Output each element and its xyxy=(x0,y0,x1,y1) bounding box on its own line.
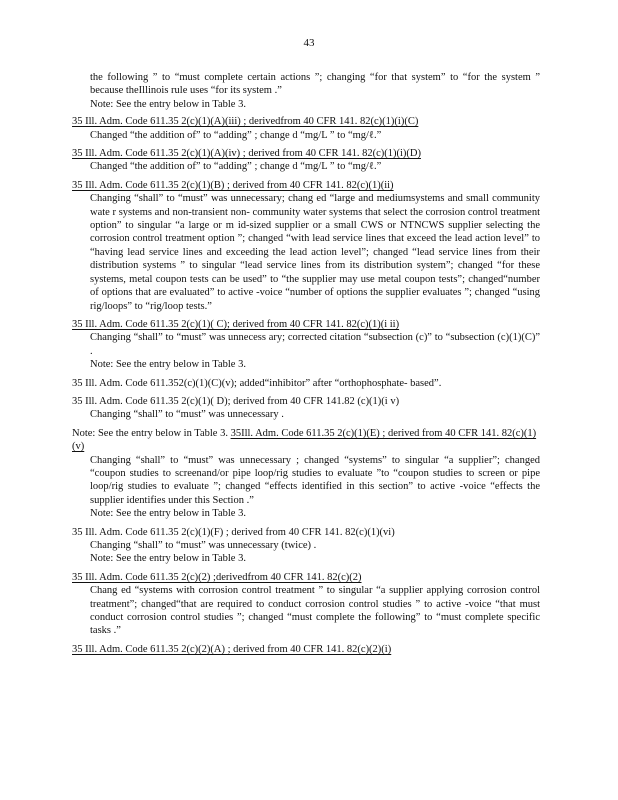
intro-block xyxy=(72,71,540,111)
entry-citation-plain: 35 Ill. Adm. Code 611.35 2(c)(1)(F) ; derived from 40 CFR 141. 82(c)(1)(vi) xyxy=(72,526,395,538)
entry-citation-plain: 35 Ill. Adm. Code 611.35 2(c)(1)( D); derived from 40 CFR 141.82 (c)(1)(i v) xyxy=(72,395,400,407)
intro-text: the following ” to “must complete certain actions ”; changing “for that system” to “for the system ” because theIllinois rule uses “for its system .” xyxy=(90,72,540,97)
entry-text: Changing “shall” to “must” was unnecessary; chang ed “large and mediumsystems and small community wate r systems and non-transient non- community water systems that select the corrosion control treatment option” to singular “a large or m id-sized supplier or a small CWS or NTNCWS supplier selecting the corrosion control treatment option ”; changed “with lead service lines that exceed the lead action level” to “having lead service lines and exceeding the lead action level”; changed “lead service lines from their distribution systems ” to singular “lead service lines from its distribution system”; changed “for these systems, metal coupon tests can be used” to “the supplier may use metal coupon tests”; changed“number of options that are evaluated” to active -voice “number of options the supplier evaluates ”; changed “using rig/loops” to “rig/loop tests.” xyxy=(90,193,540,312)
page-number: 43 xyxy=(303,37,315,49)
entry-note: Note: See the entry below in Table 3. xyxy=(90,553,246,565)
entry-citation: 35 Ill. Adm. Code 611.35 2(c)(1)(A)(iv) ; derived from 40 CFR 141. 82(c)(1)(i)(D) xyxy=(72,148,421,160)
entry-text: Changing “shall” to “must” was unnecessary (twice) . xyxy=(90,540,317,551)
entry-10 xyxy=(72,643,540,656)
entry-citation: 35 Ill. Adm. Code 611.35 2(c)(2) ;derivedfrom 40 CFR 141. 82(c)(2) xyxy=(72,571,362,583)
entry-8 xyxy=(72,526,540,566)
entry-text: Changing “shall” to “must” was unnecess ary; corrected citation “subsection (c)” to “subsection (c)(1)(C)” . xyxy=(90,332,540,357)
entry-3 xyxy=(72,179,540,313)
entry-citation: 35 Ill. Adm. Code 611.35 2(c)(1)( C); derived from 40 CFR 141. 82(c)(1)(i ii) xyxy=(72,318,400,330)
entry-text: Changed “the addition of” to “adding” ; change d “mg/L ” to “mg/ℓ.” xyxy=(90,161,382,173)
entry-citation-plain: 35 Ill. Adm. Code 611.352(c)(1)(C)(v); added“inhibitor” after “orthophosphate- based”. xyxy=(72,377,442,389)
entry-note: Note: See the entry below in Table 3. xyxy=(90,508,246,520)
entry-citation: 35Ill. Adm. Code 611.35 2(c)(1)(E) ; derived from 40 CFR 141. 82(c)(1)(v) xyxy=(72,427,537,453)
entry-text: Changing “shall” to “must” was unnecessary ; changed “systems” to singular “a supplier”; changed “coupon studies to screenand/or pipe loop/rig studies to evaluate ”to “coupon studies to screen or pipe loop/rig studies to evaluate ”; changed “effects identified in this section” to active -voice “effects the supplier identifies under this Section .” xyxy=(90,454,540,506)
entry-citation-with-note xyxy=(72,427,540,454)
intro-note: Note: See the entry below in Table 3. xyxy=(90,98,246,110)
entry-citation: 35 Ill. Adm. Code 611.35 2(c)(2)(A) ; derived from 40 CFR 141. 82(c)(2)(i) xyxy=(72,643,392,655)
entry-text: Chang ed “systems with corrosion control treatment ” to singular “a supplier applying corrosion control treatment”; changed“that are required to conduct corrosion control studies ” to active -voice “that must conduct corrosion control studies ”; changed “must complete the following” to “must complete specific tasks .” xyxy=(90,585,540,637)
entry-citation: 35 Ill. Adm. Code 611.35 2(c)(1)(A)(iii) ; derivedfrom 40 CFR 141. 82(c)(1)(i)(C) xyxy=(72,116,419,128)
entry-7 xyxy=(72,427,540,521)
entry-lead-note: Note: See the entry below in Table 3. xyxy=(72,427,228,439)
entry-6 xyxy=(72,395,540,422)
entry-text: Changing “shall” to “must” was unnecessary . xyxy=(90,409,284,421)
entry-4 xyxy=(72,318,540,372)
entry-9 xyxy=(72,571,540,638)
entry-note: Note: See the entry below in Table 3. xyxy=(90,359,246,371)
entry-5 xyxy=(72,377,540,390)
document-body xyxy=(72,71,540,661)
entry-text: Changed “the addition of” to “adding” ; change d “mg/L ” to “mg/ℓ.” xyxy=(90,129,382,141)
entry-2 xyxy=(72,147,540,174)
entry-citation: 35 Ill. Adm. Code 611.35 2(c)(1)(B) ; derived from 40 CFR 141. 82(c)(1)(ii) xyxy=(72,179,394,191)
entry-1 xyxy=(72,115,540,142)
